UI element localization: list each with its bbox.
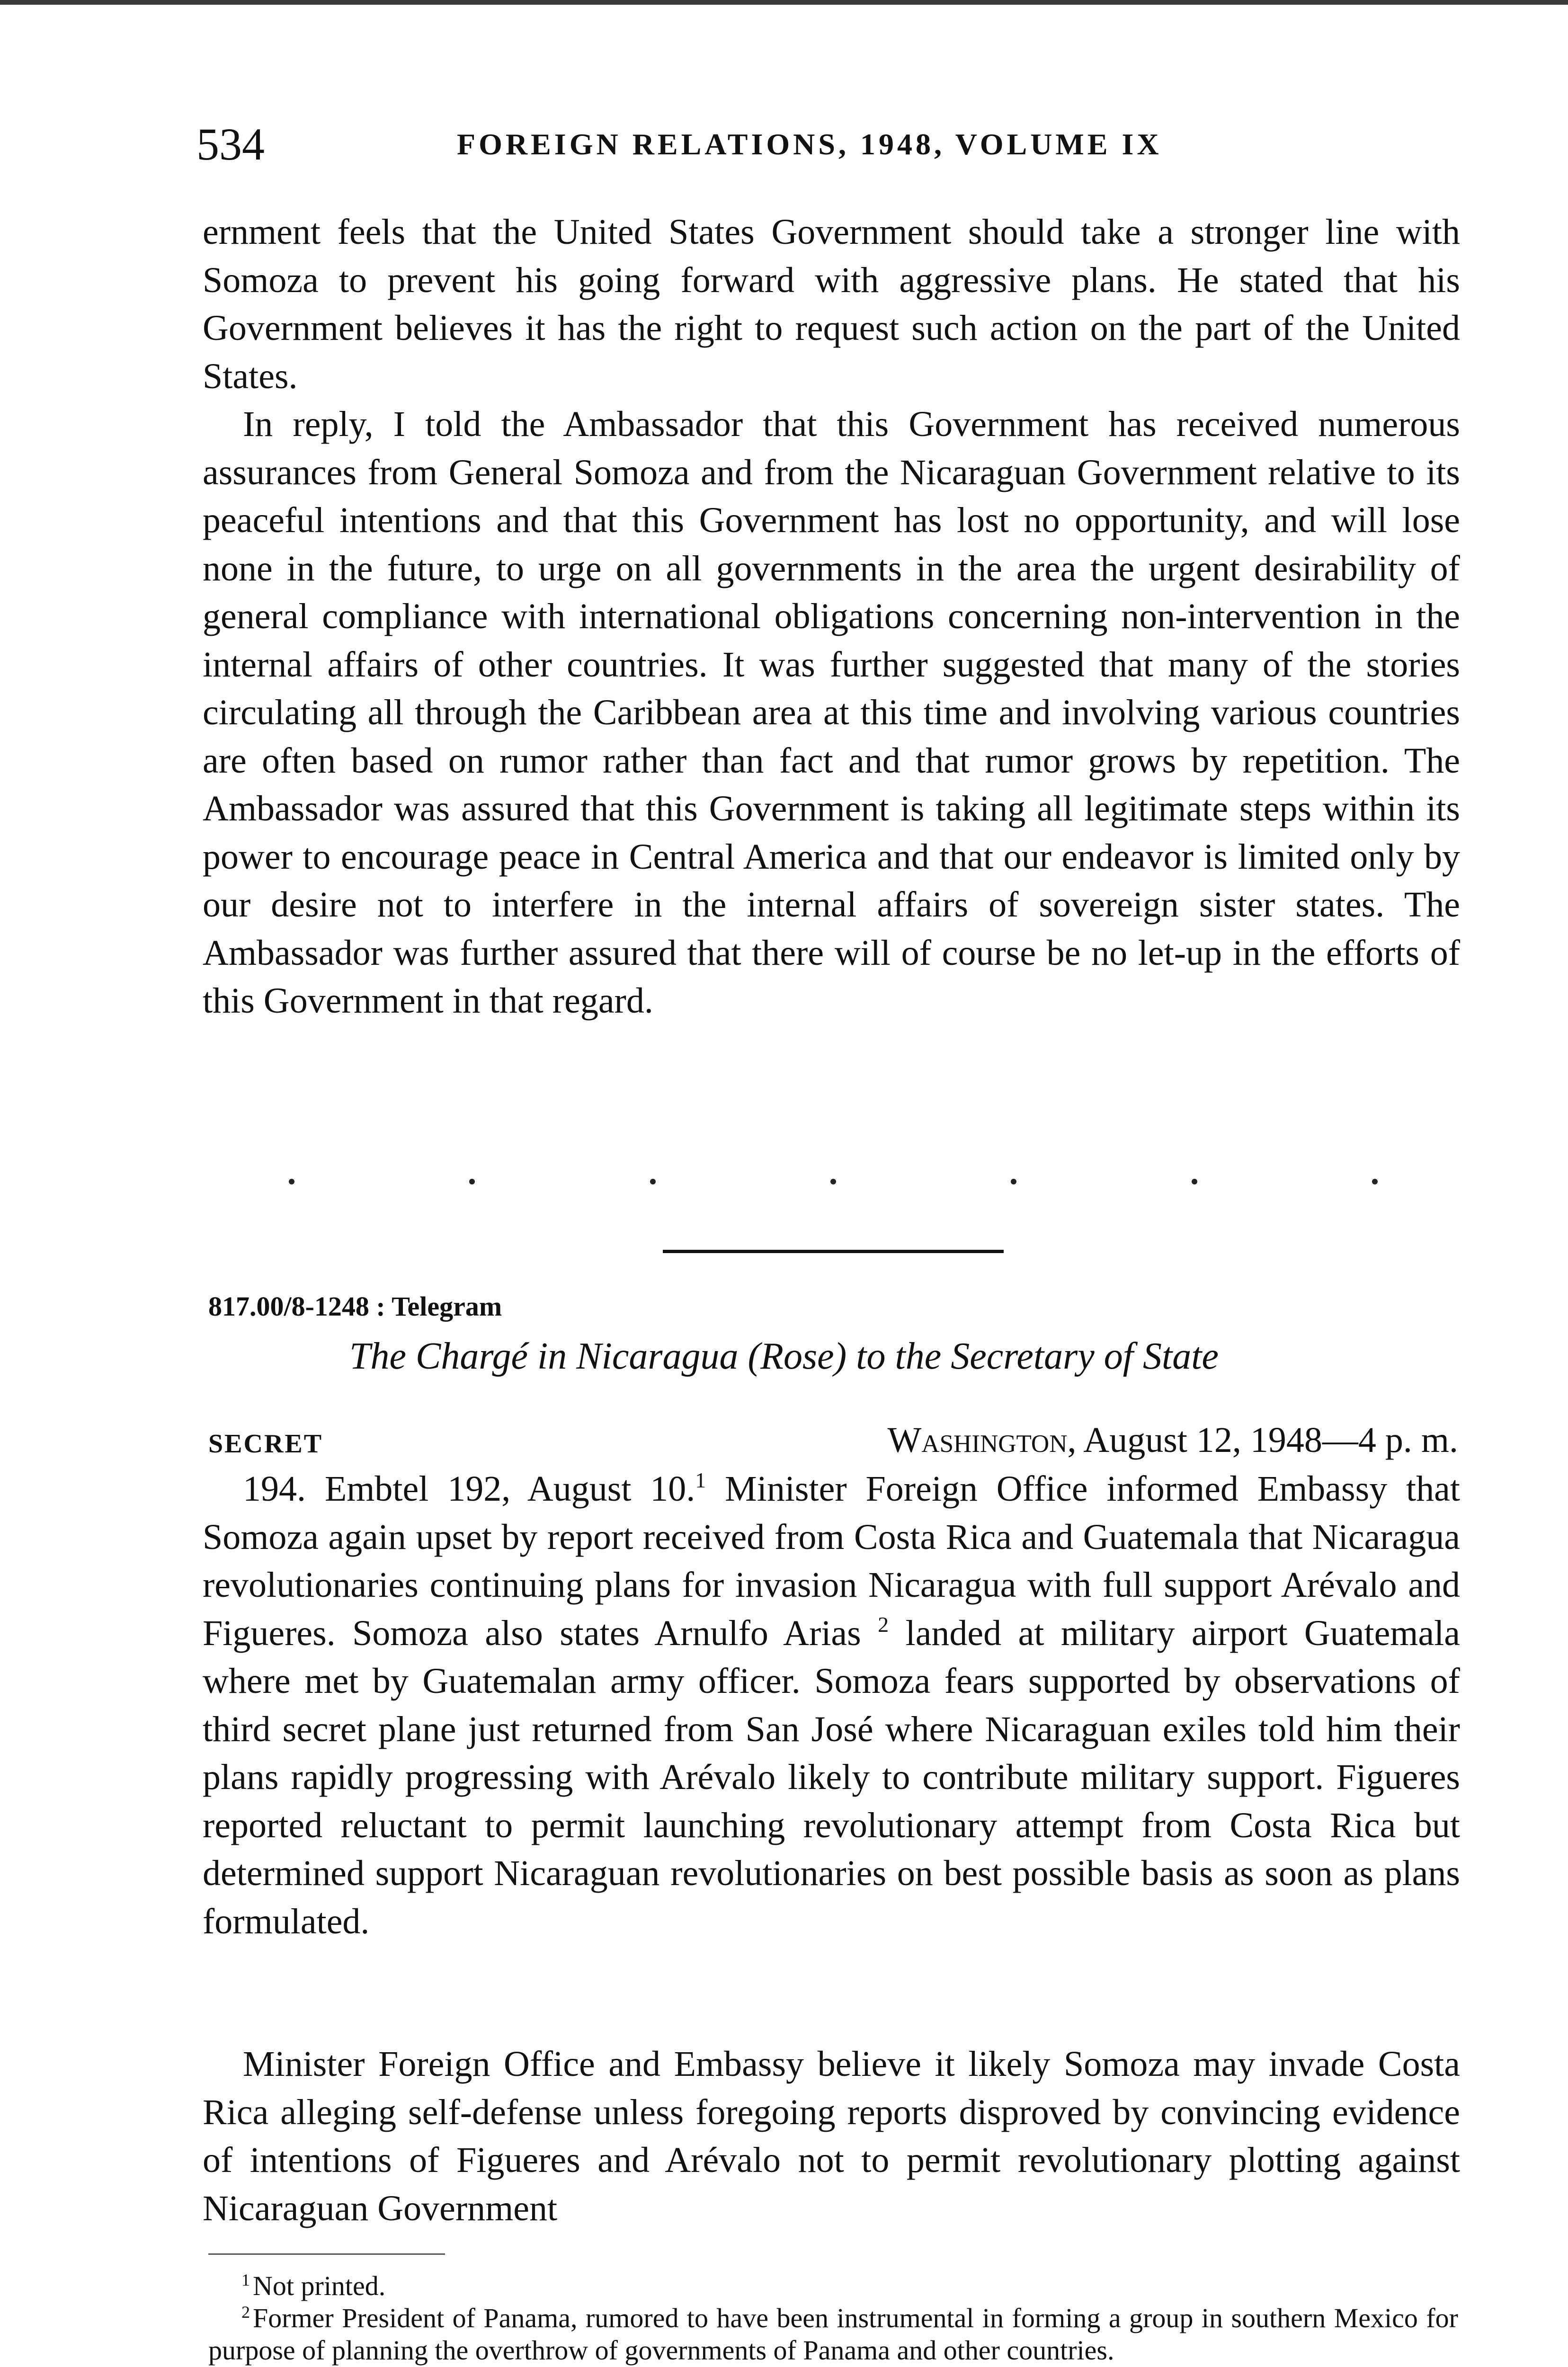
footnotes [208,2270,1458,2367]
section-divider [663,1250,1004,1253]
telegram-text-part: Minister Foreign Office informed Embassy that Somoza again upset by report received from Costa Rica and Guatemala that Nicaragua revolutionaries continuing plans for invasion Nicaragua with full support Arévalo and Figueres. Somoza also states Arnulfo Arias [203,1469,1461,1653]
footnote-1 [208,2270,1458,2302]
ellipsis-dot [469,1179,475,1184]
body-paragraph-continued: ernment feels that the United States Government should take a stronger line with Somoza to prevent his going forward with aggressive plans. He stated that his Government believes it has the right to request such action on the part of the United States. [203,212,1460,396]
footnote-marker: 2 [241,2303,250,2322]
document-title: The Chargé in Nicaragua (Rose) to the Secretary of State [349,1335,1219,1377]
telegram-paragraph-1 [203,1465,1460,1946]
footnote-ref-2[interactable]: 2 [878,1612,889,1637]
ellipsis-dot [1192,1179,1197,1184]
telegram-text-part: 194. Embtel 192, August 10. [243,1469,695,1509]
running-title: FOREIGN RELATIONS, 1948, VOLUME IX [457,127,1162,161]
footnote-2 [208,2302,1458,2367]
running-head [196,118,1475,170]
ellipsis-dot [1372,1179,1378,1184]
telegram-text-part: landed at military airport Guatemala where met by Guatemalan army officer. Somoza fears supported by observations of third secret plane just returned from San José where Nicaraguan exiles told him their plans rapidly progressing with Arévalo likely to contribute military support. Figueres reported reluctant to permit launching revolutionary attempt from Costa Rica but determined support Nicaraguan revolutionaries on best possible basis as soon as plans formulated. [203,1613,1461,1941]
ellipsis-dot [830,1179,836,1184]
telegram-paragraph-2: Minister Foreign Office and Embassy believe it likely Somoza may invade Costa Rica alleging self-defense unless foregoing reports disproved by convincing evidence of intentions of Figueres and Arévalo not to permit revolutionary plotting against Nicaraguan Government [203,2044,1460,2228]
footnote-text: Former President of Panama, rumored to have been instrumental in forming a group in southern Mexico for purpose of planning the overthrow of governments of Panama and other countries. [208,2303,1458,2366]
top-edge-rule [0,0,1568,5]
omission-ellipsis [289,1179,1378,1207]
dateline [748,1415,1458,1465]
footnote-ref-1[interactable]: 1 [695,1468,706,1492]
file-reference: 817.00/8-1248 : Telegram [208,1291,502,1322]
ellipsis-dot [650,1179,656,1184]
footnote-rule [208,2253,445,2255]
body-paragraph-reply: In reply, I told the Ambassador that this Government has received numerous assurances from General Somoza and from the Nicaraguan Government relative to its peaceful intentions and that this Government has lost no opportunity, and will lose none in the future, to urge on all governments in the area the urgent desirability of general compliance with international obligations concerning non-intervention in the internal affairs of other countries. It was further suggested that many of the stories circulating all through the Caribbean area at this time and involving various countries are often based on rumor rather than fact and that rumor grows by repetition. The Ambassador was assured that this Government is taking all legitimate steps within its power to encourage peace in Central America and that our endeavor is limited only by our desire not to interfere in the internal affairs of sovereign sister states. The Ambassador was further assured that there will of course be no let-up in the efforts of this Government in that regard. [203,404,1460,1021]
ellipsis-dot [1011,1179,1016,1184]
dateline-place: Washington, [887,1420,1077,1460]
ellipsis-dot [289,1179,294,1184]
footnote-text: Not printed. [253,2270,386,2301]
dateline-time: August 12, 1948—4 p. m. [1076,1420,1458,1460]
page-number: 534 [196,119,265,169]
classification-label: SECRET [208,1429,323,1459]
footnote-marker: 1 [241,2270,250,2289]
